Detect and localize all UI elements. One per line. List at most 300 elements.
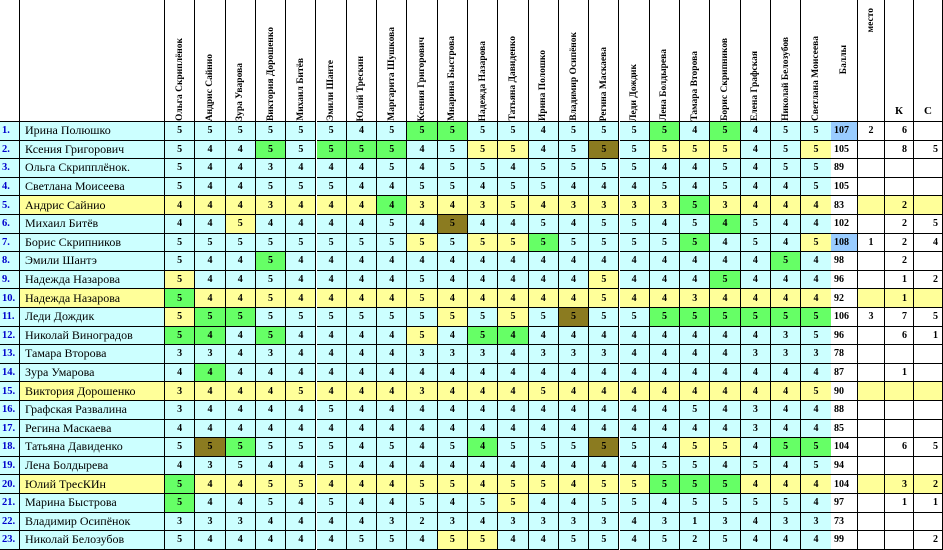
- score-cell[interactable]: 4: [559, 420, 589, 439]
- place-cell[interactable]: [858, 513, 885, 532]
- score-cell[interactable]: 4: [256, 420, 286, 439]
- score-cell[interactable]: 4: [498, 420, 528, 439]
- participant-name[interactable]: Надежда Назарова: [20, 271, 165, 290]
- score-cell[interactable]: 3: [226, 513, 256, 532]
- score-cell[interactable]: 4: [438, 289, 468, 308]
- score-cell[interactable]: 5: [710, 271, 740, 290]
- score-cell[interactable]: 5: [710, 475, 740, 494]
- score-cell[interactable]: 5: [256, 178, 286, 197]
- score-cell[interactable]: 5: [680, 234, 710, 253]
- score-cell[interactable]: 3: [407, 382, 437, 401]
- score-cell[interactable]: 5: [771, 141, 801, 160]
- participant-name[interactable]: Надежда Назарова: [20, 289, 165, 308]
- score-cell[interactable]: 5: [226, 122, 256, 141]
- participant-name[interactable]: Андрис Сайнио: [20, 196, 165, 215]
- k-cell[interactable]: 2: [885, 252, 914, 271]
- score-cell[interactable]: 4: [710, 420, 740, 439]
- total-score[interactable]: 83: [831, 196, 858, 215]
- k-cell[interactable]: 6: [885, 327, 914, 346]
- score-cell[interactable]: 4: [377, 252, 407, 271]
- score-cell[interactable]: 5: [559, 234, 589, 253]
- score-cell[interactable]: 4: [438, 382, 468, 401]
- score-cell[interactable]: 5: [498, 308, 528, 327]
- k-cell[interactable]: 6: [885, 438, 914, 457]
- score-cell[interactable]: 5: [589, 494, 619, 513]
- column-header[interactable]: [317, 0, 347, 122]
- score-cell[interactable]: 4: [286, 215, 316, 234]
- score-cell[interactable]: 4: [680, 420, 710, 439]
- score-cell[interactable]: 4: [195, 494, 225, 513]
- score-cell[interactable]: 4: [771, 234, 801, 253]
- score-cell[interactable]: 4: [407, 159, 437, 178]
- score-cell[interactable]: 5: [620, 122, 650, 141]
- total-score[interactable]: 97: [831, 494, 858, 513]
- place-cell[interactable]: [858, 215, 885, 234]
- score-cell[interactable]: 4: [195, 178, 225, 197]
- score-cell[interactable]: 3: [195, 513, 225, 532]
- score-cell[interactable]: 4: [620, 252, 650, 271]
- score-cell[interactable]: 4: [589, 401, 619, 420]
- score-cell[interactable]: 4: [801, 364, 831, 383]
- score-cell[interactable]: 4: [226, 345, 256, 364]
- score-cell[interactable]: 4: [741, 252, 771, 271]
- score-cell[interactable]: 4: [498, 382, 528, 401]
- score-cell[interactable]: 4: [468, 364, 498, 383]
- score-cell[interactable]: 4: [347, 494, 377, 513]
- score-cell[interactable]: 5: [589, 159, 619, 178]
- score-cell[interactable]: 4: [165, 420, 195, 439]
- score-cell[interactable]: 4: [741, 122, 771, 141]
- score-cell[interactable]: 4: [741, 382, 771, 401]
- score-cell[interactable]: 4: [286, 494, 316, 513]
- score-cell[interactable]: 5: [620, 308, 650, 327]
- score-cell[interactable]: 4: [620, 457, 650, 476]
- score-cell[interactable]: 4: [286, 345, 316, 364]
- score-cell[interactable]: 5: [650, 475, 680, 494]
- c-cell[interactable]: 1: [914, 327, 943, 346]
- place-cell[interactable]: [858, 289, 885, 308]
- score-cell[interactable]: 4: [680, 345, 710, 364]
- score-cell[interactable]: 4: [529, 289, 559, 308]
- score-cell[interactable]: 5: [256, 122, 286, 141]
- score-cell[interactable]: 4: [771, 475, 801, 494]
- score-cell[interactable]: 4: [468, 382, 498, 401]
- score-cell[interactable]: 5: [498, 122, 528, 141]
- score-cell[interactable]: 5: [317, 401, 347, 420]
- score-cell[interactable]: 4: [589, 364, 619, 383]
- score-cell[interactable]: 4: [256, 364, 286, 383]
- total-score[interactable]: 92: [831, 289, 858, 308]
- score-cell[interactable]: 4: [438, 401, 468, 420]
- score-cell[interactable]: 5: [620, 159, 650, 178]
- score-cell[interactable]: 4: [195, 196, 225, 215]
- score-cell[interactable]: 4: [650, 364, 680, 383]
- score-cell[interactable]: 4: [741, 141, 771, 160]
- participant-name[interactable]: Виктория Дорошенко: [20, 382, 165, 401]
- score-cell[interactable]: 5: [741, 215, 771, 234]
- score-cell[interactable]: 4: [438, 494, 468, 513]
- score-cell[interactable]: 4: [407, 420, 437, 439]
- place-cell[interactable]: [858, 401, 885, 420]
- score-cell[interactable]: 5: [407, 271, 437, 290]
- score-cell[interactable]: 4: [347, 122, 377, 141]
- score-cell[interactable]: 5: [801, 234, 831, 253]
- score-cell[interactable]: 3: [529, 513, 559, 532]
- score-cell[interactable]: 4: [347, 475, 377, 494]
- score-cell[interactable]: 5: [680, 308, 710, 327]
- score-cell[interactable]: 5: [165, 122, 195, 141]
- score-cell[interactable]: 4: [468, 438, 498, 457]
- score-cell[interactable]: 4: [529, 196, 559, 215]
- place-cell[interactable]: [858, 141, 885, 160]
- column-header[interactable]: [680, 0, 710, 122]
- score-cell[interactable]: 5: [620, 438, 650, 457]
- c-cell[interactable]: [914, 178, 943, 197]
- k-cell[interactable]: 6: [885, 122, 914, 141]
- score-cell[interactable]: 3: [165, 382, 195, 401]
- score-cell[interactable]: 4: [801, 401, 831, 420]
- score-cell[interactable]: 4: [498, 401, 528, 420]
- score-cell[interactable]: 4: [286, 401, 316, 420]
- total-score[interactable]: 108: [831, 234, 858, 253]
- total-score[interactable]: 105: [831, 141, 858, 160]
- score-cell[interactable]: 4: [226, 494, 256, 513]
- score-cell[interactable]: 3: [559, 345, 589, 364]
- score-cell[interactable]: 5: [741, 308, 771, 327]
- score-cell[interactable]: 4: [347, 271, 377, 290]
- score-cell[interactable]: 4: [347, 215, 377, 234]
- score-cell[interactable]: 5: [317, 438, 347, 457]
- score-cell[interactable]: 4: [801, 494, 831, 513]
- total-score[interactable]: 89: [831, 159, 858, 178]
- score-cell[interactable]: 3: [589, 513, 619, 532]
- k-cell[interactable]: [885, 531, 914, 550]
- score-cell[interactable]: 5: [498, 196, 528, 215]
- score-cell[interactable]: 4: [771, 178, 801, 197]
- score-cell[interactable]: 4: [589, 382, 619, 401]
- score-cell[interactable]: 4: [256, 215, 286, 234]
- score-cell[interactable]: 4: [710, 234, 740, 253]
- score-cell[interactable]: 4: [226, 196, 256, 215]
- score-cell[interactable]: 5: [407, 178, 437, 197]
- place-cell[interactable]: [858, 438, 885, 457]
- c-cell[interactable]: [914, 122, 943, 141]
- k-cell[interactable]: 2: [885, 196, 914, 215]
- score-cell[interactable]: 5: [377, 531, 407, 550]
- score-cell[interactable]: 5: [438, 475, 468, 494]
- score-cell[interactable]: 4: [498, 252, 528, 271]
- participant-name[interactable]: Лена Болдырева: [20, 457, 165, 476]
- score-cell[interactable]: 4: [710, 401, 740, 420]
- column-header[interactable]: [165, 0, 195, 122]
- score-cell[interactable]: 3: [741, 420, 771, 439]
- total-score[interactable]: 87: [831, 364, 858, 383]
- score-cell[interactable]: 4: [226, 401, 256, 420]
- score-cell[interactable]: 5: [377, 438, 407, 457]
- score-cell[interactable]: 4: [468, 271, 498, 290]
- score-cell[interactable]: 4: [407, 401, 437, 420]
- score-cell[interactable]: 4: [468, 289, 498, 308]
- score-cell[interactable]: 4: [680, 382, 710, 401]
- score-cell[interactable]: 4: [589, 327, 619, 346]
- score-cell[interactable]: 4: [377, 327, 407, 346]
- score-cell[interactable]: 5: [710, 494, 740, 513]
- score-cell[interactable]: 4: [286, 289, 316, 308]
- score-cell[interactable]: 4: [710, 382, 740, 401]
- score-cell[interactable]: 4: [498, 364, 528, 383]
- score-cell[interactable]: 4: [438, 327, 468, 346]
- score-cell[interactable]: 3: [650, 513, 680, 532]
- score-cell[interactable]: 3: [801, 513, 831, 532]
- score-cell[interactable]: 4: [710, 345, 740, 364]
- score-cell[interactable]: 3: [771, 513, 801, 532]
- place-cell[interactable]: [858, 382, 885, 401]
- score-cell[interactable]: 3: [559, 196, 589, 215]
- score-cell[interactable]: 5: [256, 438, 286, 457]
- score-cell[interactable]: 4: [195, 159, 225, 178]
- score-cell[interactable]: 4: [589, 252, 619, 271]
- score-cell[interactable]: 4: [498, 531, 528, 550]
- column-header-place[interactable]: [858, 0, 885, 122]
- score-cell[interactable]: 5: [165, 234, 195, 253]
- score-cell[interactable]: 5: [317, 234, 347, 253]
- score-cell[interactable]: 4: [498, 345, 528, 364]
- score-cell[interactable]: 4: [710, 215, 740, 234]
- score-cell[interactable]: 5: [286, 475, 316, 494]
- score-cell[interactable]: 3: [771, 327, 801, 346]
- score-cell[interactable]: 4: [559, 215, 589, 234]
- score-cell[interactable]: 4: [377, 364, 407, 383]
- score-cell[interactable]: 4: [650, 438, 680, 457]
- score-cell[interactable]: 5: [438, 308, 468, 327]
- score-cell[interactable]: 4: [438, 196, 468, 215]
- score-cell[interactable]: 4: [226, 475, 256, 494]
- score-cell[interactable]: 4: [377, 289, 407, 308]
- score-cell[interactable]: 4: [256, 457, 286, 476]
- score-cell[interactable]: 4: [620, 289, 650, 308]
- total-score[interactable]: 88: [831, 401, 858, 420]
- score-cell[interactable]: 4: [741, 159, 771, 178]
- score-cell[interactable]: 5: [498, 234, 528, 253]
- score-cell[interactable]: 4: [407, 252, 437, 271]
- score-cell[interactable]: 5: [710, 159, 740, 178]
- column-header[interactable]: [771, 0, 801, 122]
- score-cell[interactable]: 5: [377, 141, 407, 160]
- score-cell[interactable]: 5: [680, 438, 710, 457]
- score-cell[interactable]: 4: [377, 457, 407, 476]
- score-cell[interactable]: 5: [680, 457, 710, 476]
- score-cell[interactable]: 4: [286, 252, 316, 271]
- c-cell[interactable]: [914, 364, 943, 383]
- score-cell[interactable]: 5: [256, 494, 286, 513]
- score-cell[interactable]: 5: [589, 438, 619, 457]
- column-header-total[interactable]: [831, 0, 858, 122]
- score-cell[interactable]: 4: [771, 364, 801, 383]
- score-cell[interactable]: 5: [317, 122, 347, 141]
- score-cell[interactable]: 4: [741, 475, 771, 494]
- score-cell[interactable]: 4: [529, 420, 559, 439]
- score-cell[interactable]: 4: [347, 382, 377, 401]
- score-cell[interactable]: 4: [468, 252, 498, 271]
- c-cell[interactable]: [914, 382, 943, 401]
- score-cell[interactable]: 5: [498, 178, 528, 197]
- score-cell[interactable]: 5: [195, 122, 225, 141]
- score-cell[interactable]: 5: [347, 141, 377, 160]
- score-cell[interactable]: 5: [498, 438, 528, 457]
- score-cell[interactable]: 4: [650, 252, 680, 271]
- score-cell[interactable]: 4: [407, 141, 437, 160]
- score-cell[interactable]: 3: [529, 345, 559, 364]
- score-cell[interactable]: 5: [620, 475, 650, 494]
- score-cell[interactable]: 4: [620, 364, 650, 383]
- total-score[interactable]: 85: [831, 420, 858, 439]
- score-cell[interactable]: 4: [620, 420, 650, 439]
- score-cell[interactable]: 4: [256, 513, 286, 532]
- score-cell[interactable]: 5: [347, 234, 377, 253]
- score-cell[interactable]: 5: [377, 122, 407, 141]
- k-cell[interactable]: [885, 513, 914, 532]
- score-cell[interactable]: 3: [741, 401, 771, 420]
- score-cell[interactable]: 3: [710, 513, 740, 532]
- score-cell[interactable]: 5: [347, 531, 377, 550]
- k-cell[interactable]: 1: [885, 494, 914, 513]
- score-cell[interactable]: 4: [317, 196, 347, 215]
- place-cell[interactable]: [858, 196, 885, 215]
- score-cell[interactable]: 5: [286, 234, 316, 253]
- column-header[interactable]: [256, 0, 286, 122]
- score-cell[interactable]: 4: [377, 382, 407, 401]
- column-header[interactable]: [498, 0, 528, 122]
- score-cell[interactable]: 5: [801, 382, 831, 401]
- score-cell[interactable]: 5: [710, 122, 740, 141]
- score-cell[interactable]: 4: [741, 289, 771, 308]
- score-cell[interactable]: 5: [438, 531, 468, 550]
- participant-name[interactable]: Татьяна Давиденко: [20, 438, 165, 457]
- k-cell[interactable]: [885, 178, 914, 197]
- score-cell[interactable]: 4: [650, 401, 680, 420]
- score-cell[interactable]: 4: [529, 531, 559, 550]
- score-cell[interactable]: 4: [195, 382, 225, 401]
- score-cell[interactable]: 4: [286, 271, 316, 290]
- score-cell[interactable]: 4: [620, 327, 650, 346]
- score-cell[interactable]: 5: [589, 289, 619, 308]
- score-cell[interactable]: 4: [680, 178, 710, 197]
- score-cell[interactable]: 2: [407, 513, 437, 532]
- column-header[interactable]: [468, 0, 498, 122]
- column-header[interactable]: [438, 0, 468, 122]
- score-cell[interactable]: 4: [559, 289, 589, 308]
- participant-name[interactable]: Николай Виноградов: [20, 327, 165, 346]
- score-cell[interactable]: 4: [741, 438, 771, 457]
- score-cell[interactable]: 4: [650, 215, 680, 234]
- score-cell[interactable]: 4: [347, 345, 377, 364]
- score-cell[interactable]: 4: [347, 438, 377, 457]
- participant-name[interactable]: Графская Развалина: [20, 401, 165, 420]
- score-cell[interactable]: 4: [559, 494, 589, 513]
- score-cell[interactable]: 4: [286, 327, 316, 346]
- score-cell[interactable]: 4: [620, 178, 650, 197]
- score-cell[interactable]: 5: [165, 178, 195, 197]
- score-cell[interactable]: 5: [801, 141, 831, 160]
- score-cell[interactable]: 5: [710, 141, 740, 160]
- score-cell[interactable]: 4: [589, 457, 619, 476]
- score-cell[interactable]: 4: [771, 401, 801, 420]
- column-header[interactable]: [589, 0, 619, 122]
- k-cell[interactable]: [885, 420, 914, 439]
- score-cell[interactable]: 4: [347, 178, 377, 197]
- score-cell[interactable]: 5: [165, 327, 195, 346]
- participant-name[interactable]: Юлий ТресКИн: [20, 475, 165, 494]
- participant-name[interactable]: Ксения Григорович: [20, 141, 165, 160]
- score-cell[interactable]: 4: [741, 271, 771, 290]
- score-cell[interactable]: 3: [589, 196, 619, 215]
- score-cell[interactable]: 5: [559, 531, 589, 550]
- score-cell[interactable]: 4: [680, 122, 710, 141]
- score-cell[interactable]: 5: [620, 234, 650, 253]
- score-cell[interactable]: 5: [468, 531, 498, 550]
- k-cell[interactable]: 1: [885, 364, 914, 383]
- score-cell[interactable]: 4: [710, 289, 740, 308]
- score-cell[interactable]: 5: [256, 289, 286, 308]
- score-cell[interactable]: 5: [771, 122, 801, 141]
- score-cell[interactable]: 4: [468, 420, 498, 439]
- score-cell[interactable]: 4: [195, 531, 225, 550]
- score-cell[interactable]: 3: [438, 345, 468, 364]
- score-cell[interactable]: 5: [498, 141, 528, 160]
- score-cell[interactable]: 3: [256, 159, 286, 178]
- participant-name[interactable]: Марина Быстрова: [20, 494, 165, 513]
- score-cell[interactable]: 5: [771, 494, 801, 513]
- participant-name[interactable]: Михаил Битёв: [20, 215, 165, 234]
- total-score[interactable]: 99: [831, 531, 858, 550]
- c-cell[interactable]: [914, 252, 943, 271]
- place-cell[interactable]: 2: [858, 122, 885, 141]
- score-cell[interactable]: 4: [347, 196, 377, 215]
- score-cell[interactable]: 5: [589, 122, 619, 141]
- score-cell[interactable]: 5: [529, 382, 559, 401]
- total-score[interactable]: 94: [831, 457, 858, 476]
- c-cell[interactable]: 1: [914, 494, 943, 513]
- total-score[interactable]: 107: [831, 122, 858, 141]
- score-cell[interactable]: 5: [407, 494, 437, 513]
- score-cell[interactable]: 4: [801, 252, 831, 271]
- score-cell[interactable]: 3: [407, 196, 437, 215]
- score-cell[interactable]: 4: [347, 159, 377, 178]
- score-cell[interactable]: 4: [650, 327, 680, 346]
- score-cell[interactable]: 5: [165, 159, 195, 178]
- place-cell[interactable]: 3: [858, 308, 885, 327]
- score-cell[interactable]: 5: [650, 141, 680, 160]
- score-cell[interactable]: 4: [195, 289, 225, 308]
- score-cell[interactable]: 4: [559, 252, 589, 271]
- c-cell[interactable]: [914, 196, 943, 215]
- score-cell[interactable]: 5: [165, 308, 195, 327]
- column-header[interactable]: [559, 0, 589, 122]
- participant-name[interactable]: Леди Дождик: [20, 308, 165, 327]
- score-cell[interactable]: 5: [438, 234, 468, 253]
- score-cell[interactable]: 5: [468, 308, 498, 327]
- column-header[interactable]: [286, 0, 316, 122]
- score-cell[interactable]: 5: [680, 141, 710, 160]
- total-score[interactable]: 102: [831, 215, 858, 234]
- score-cell[interactable]: 3: [741, 345, 771, 364]
- score-cell[interactable]: 4: [468, 475, 498, 494]
- place-cell[interactable]: [858, 271, 885, 290]
- score-cell[interactable]: 4: [317, 215, 347, 234]
- c-cell[interactable]: 2: [914, 271, 943, 290]
- score-cell[interactable]: 5: [801, 178, 831, 197]
- total-score[interactable]: 90: [831, 382, 858, 401]
